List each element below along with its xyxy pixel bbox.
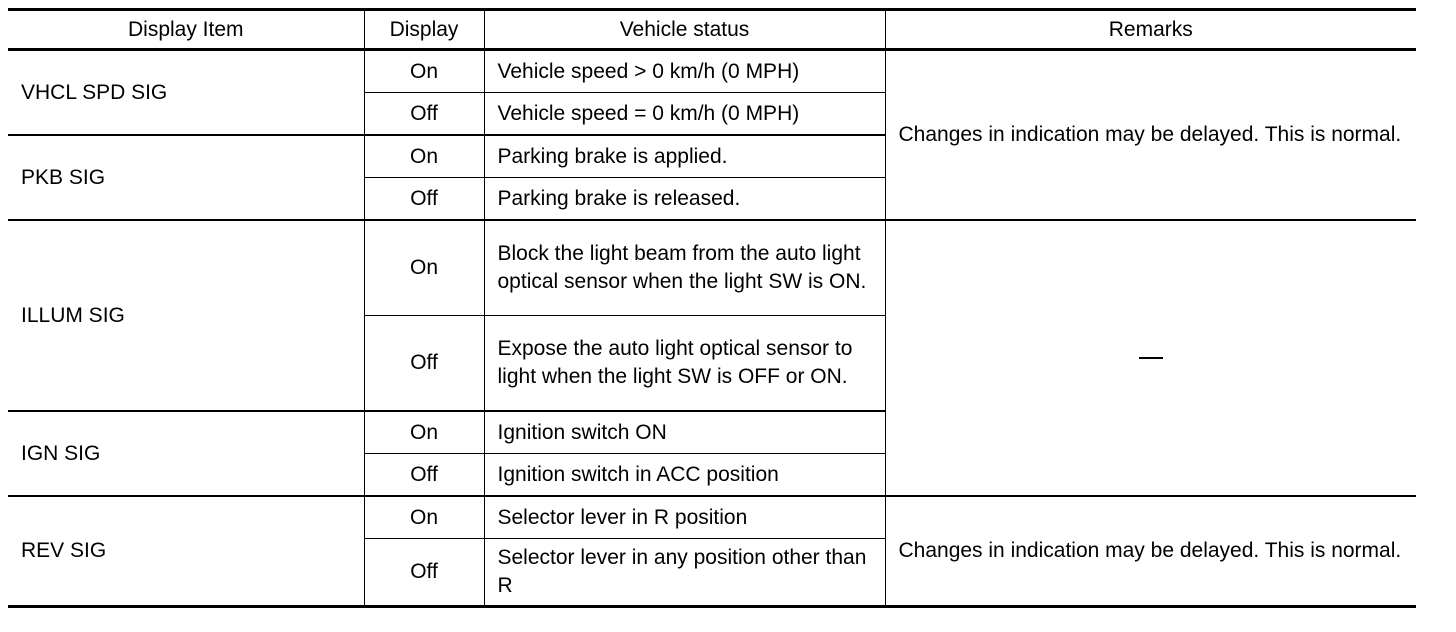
header-row (8, 10, 1416, 50)
header-remarks: Remarks (885, 10, 1416, 50)
header-display-item: Display Item (8, 10, 364, 50)
vehicle-status: Parking brake is released. (484, 178, 885, 221)
table-row (8, 50, 1416, 93)
display-value: On (364, 411, 484, 454)
display-item-table (8, 8, 1416, 608)
vehicle-status: Selector lever in any position other than R (484, 539, 885, 607)
vehicle-status: Selector lever in R position (484, 496, 885, 539)
table-row (8, 220, 1416, 316)
item-vhcl-spd-sig: VHCL SPD SIG (8, 50, 364, 136)
display-value: On (364, 220, 484, 316)
dash-mark (1139, 357, 1163, 359)
vehicle-status: Ignition switch ON (484, 411, 885, 454)
vehicle-status: Block the light beam from the auto light optical sensor when the light SW is ON. (484, 220, 885, 316)
display-value: Off (364, 539, 484, 607)
item-rev-sig: REV SIG (8, 496, 364, 607)
vehicle-status: Vehicle speed > 0 km/h (0 MPH) (484, 50, 885, 93)
remark-cell-dash (885, 220, 1416, 496)
table-row (8, 496, 1416, 539)
item-illum-sig: ILLUM SIG (8, 220, 364, 411)
header-vehicle-status: Vehicle status (484, 10, 885, 50)
display-value: Off (364, 93, 484, 136)
item-pkb-sig: PKB SIG (8, 135, 364, 220)
display-value: On (364, 135, 484, 178)
header-display: Display (364, 10, 484, 50)
vehicle-status: Parking brake is applied. (484, 135, 885, 178)
display-value: Off (364, 454, 484, 497)
display-value: On (364, 50, 484, 93)
display-value: Off (364, 178, 484, 221)
display-value: On (364, 496, 484, 539)
vehicle-status: Vehicle speed = 0 km/h (0 MPH) (484, 93, 885, 136)
display-value: Off (364, 316, 484, 412)
item-ign-sig: IGN SIG (8, 411, 364, 496)
remark-cell: Changes in indication may be delayed. This is normal. (885, 496, 1416, 607)
vehicle-status: Ignition switch in ACC position (484, 454, 885, 497)
spec-table-container (8, 8, 1416, 608)
remark-cell: Changes in indication may be delayed. This is normal. (885, 50, 1416, 221)
vehicle-status: Expose the auto light optical sensor to light when the light SW is OFF or ON. (484, 316, 885, 412)
